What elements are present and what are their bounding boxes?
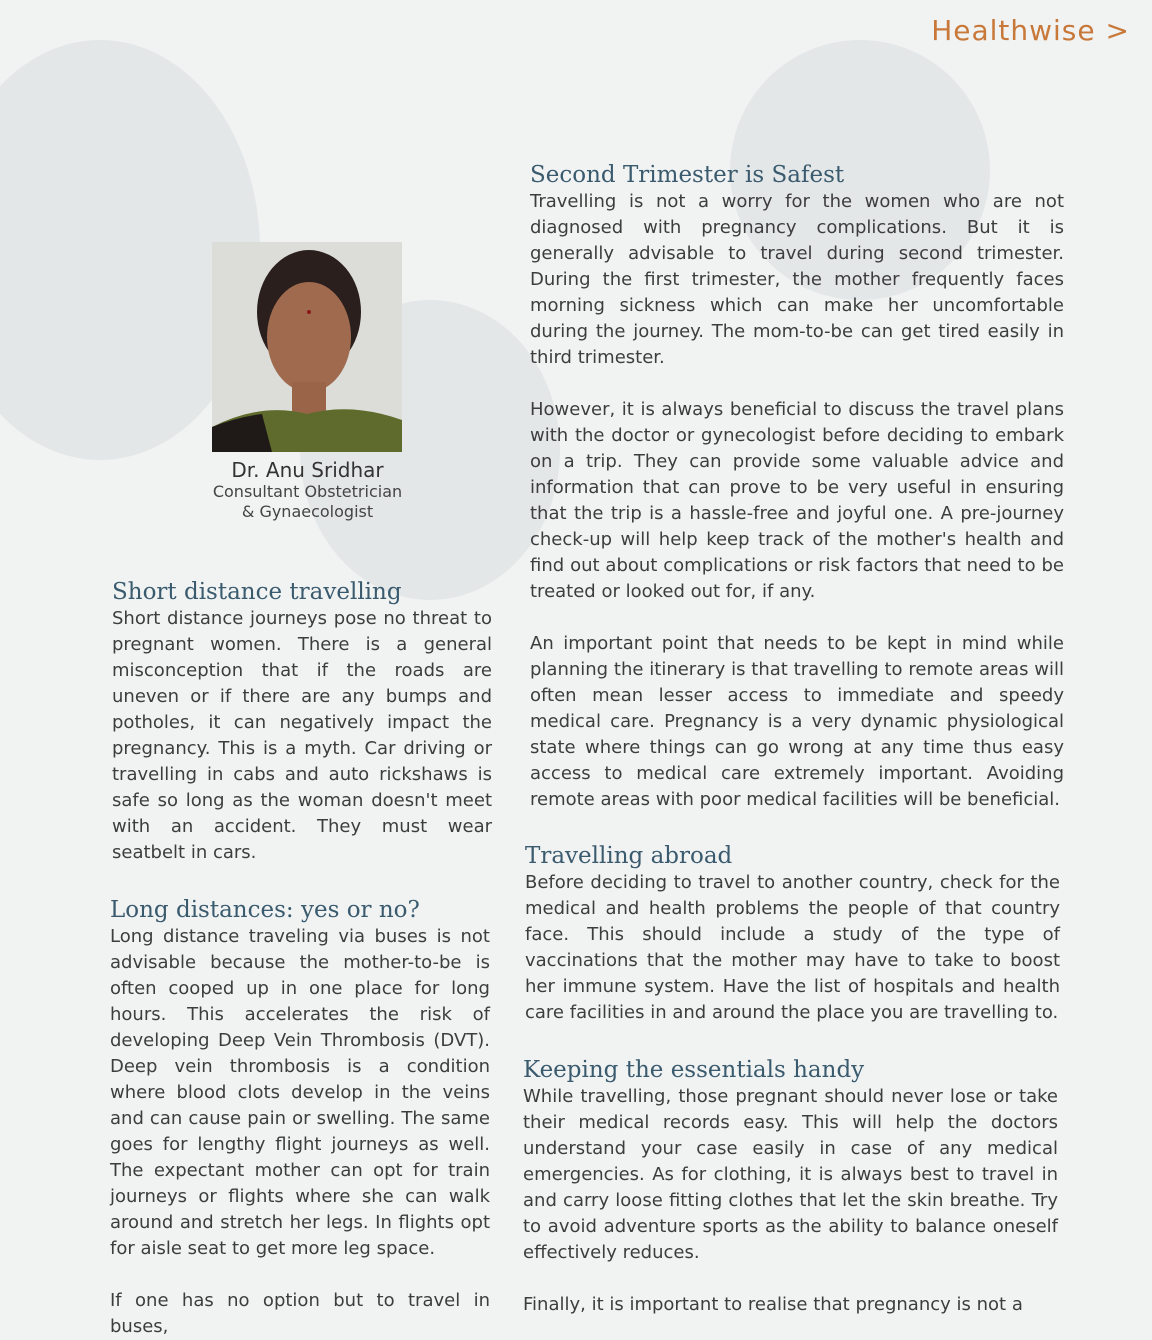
section-body: While travelling, those pregnant should never lose or take their medical records easy. This will help the doctors understand your case easily in case of any medical emergencies. As for clothing, it is always best to travel in and carry loose fitting clothes that let the skin breathe. Try to avoid adventure sports as the ability to balance oneself effectively reduces.	[523, 1086, 1058, 1263]
section-second-trimester	[530, 161, 1064, 813]
section-body: An important point that needs to be kept in mind while planning the itinerary is that travelling to remote areas will often mean lesser access to immediate and speedy medical care. Pregnancy is a very dynamic physiological state where things can go wrong at any time thus easy access to medical care extremely important. Avoiding remote areas with poor medical facilities will be beneficial.	[530, 633, 1064, 810]
author-title: Consultant Obstetrician	[212, 482, 403, 501]
section-tag: Healthwise >	[931, 14, 1130, 47]
section-body: Travelling is not a worry for the women who are not diagnosed with pregnancy complications. But it is generally advisable to travel during second trimester. During the first trimester, the mother frequently faces morning sickness which can make her uncomfortable during the journey. The mom-to-be can get tired easily in third trimester.	[530, 191, 1064, 368]
section-body: Finally, it is important to realise that pregnancy is not a	[523, 1294, 1023, 1315]
section-abroad	[525, 842, 1060, 1026]
author-name: Dr. Anu Sridhar	[231, 458, 384, 482]
section-heading: Keeping the essentials handy	[523, 1057, 865, 1083]
section-body: Before deciding to travel to another country, check for the medical and health problems the people of that country face. This should include a study of the type of vaccinations that the mother may have to take to boost her immune system. Have the list of hospitals and health care facilities in and around the place you are travelling to.	[525, 872, 1060, 1023]
section-body: Long distance traveling via buses is not advisable because the mother-to-be is often cooped up in one place for long hours. This accelerates the risk of developing Deep Vein Thrombosis (DVT). Deep vein thrombosis is a condition where blood clots develop in the veins and can cause pain or swelling. The same goes for lengthy flight journeys as well. The expectant mother can opt for train journeys or flights where she can walk around and stretch her legs. In flights opt for aisle seat to get more leg space.	[110, 926, 490, 1259]
section-heading: Second Trimester is Safest	[530, 162, 845, 188]
section-body: If one has no option but to travel in buses,	[110, 1290, 490, 1337]
author-title: & Gynaecologist	[241, 502, 374, 521]
section-essentials	[523, 1056, 1058, 1318]
section-short-distance	[112, 578, 492, 866]
section-body: However, it is always beneficial to discuss the travel plans with the doctor or gynecologist before deciding to embark on a trip. They can provide some valuable advice and information that can prove to be very useful in ensuring that the trip is a hassle-free and joyful one. A pre-journey check-up will help keep track of the mother's health and find out about complications or risk factors that need to be treated or looked out for, if any.	[530, 399, 1064, 602]
section-heading: Short distance travelling	[112, 579, 402, 605]
section-long-distance	[110, 896, 490, 1340]
author-caption	[180, 458, 435, 522]
author-photo	[212, 242, 402, 452]
section-body: Short distance journeys pose no threat to pregnant women. There is a general misconception that if the roads are uneven or if there are any bumps and potholes, it can negatively impact the pregnancy. This is a myth. Car driving or travelling in cabs and auto rickshaws is safe so long as the woman doesn't meet with an accident. They must wear seatbelt in cars.	[112, 608, 492, 863]
section-heading: Long distances: yes or no?	[110, 897, 420, 923]
section-heading: Travelling abroad	[525, 843, 733, 869]
